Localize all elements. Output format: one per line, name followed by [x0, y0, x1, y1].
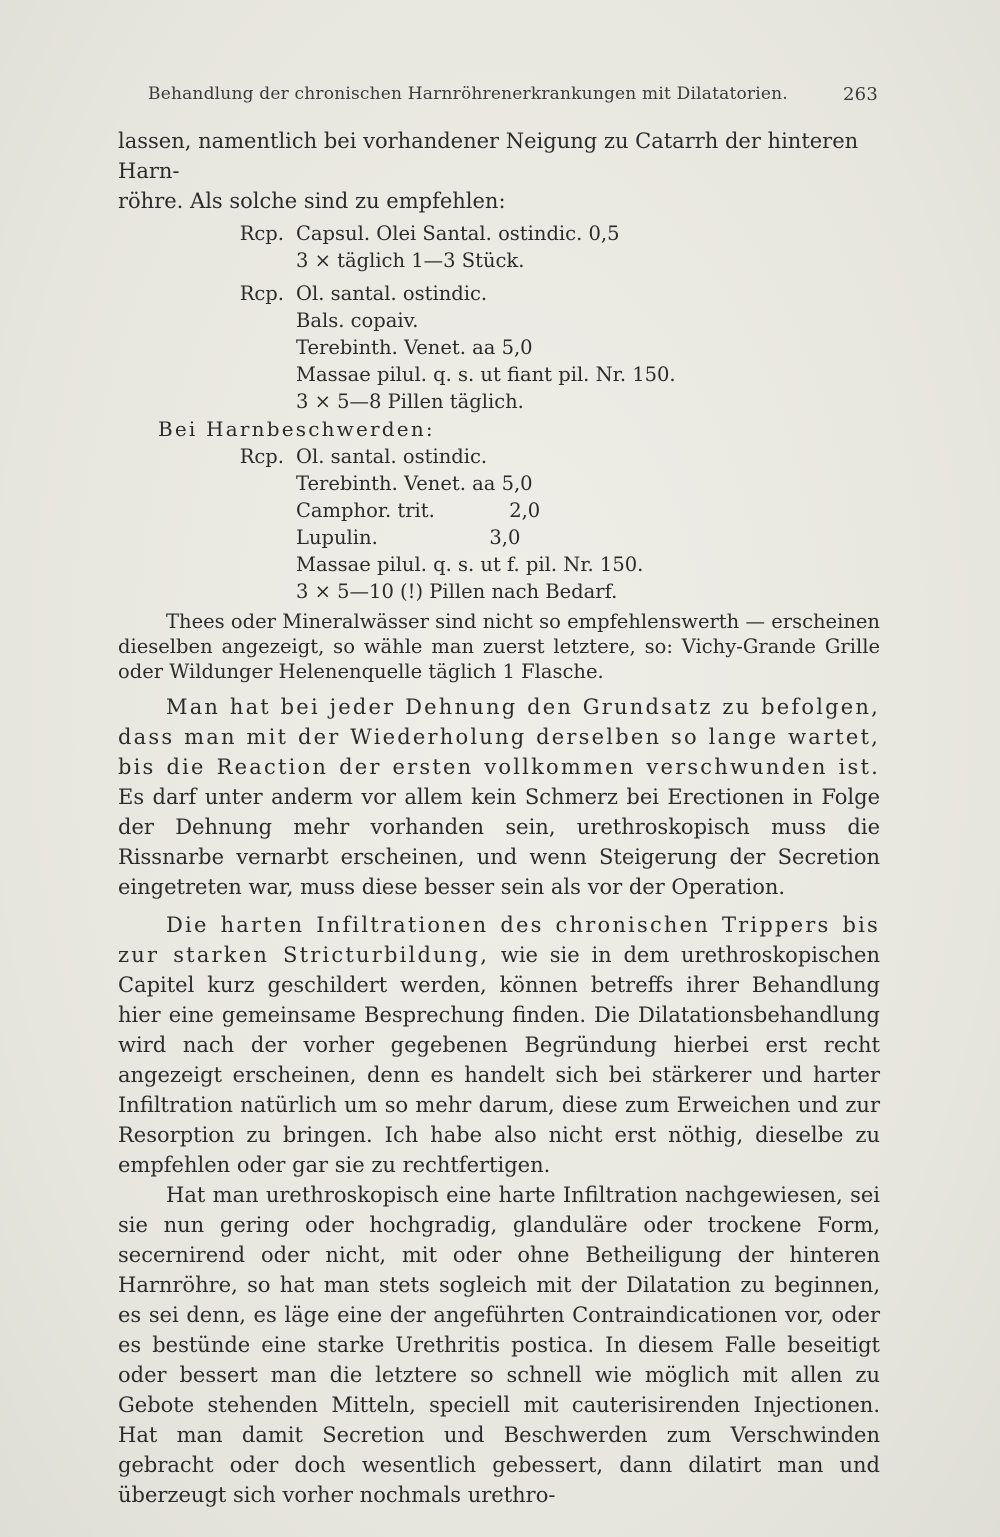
recipe-line: 3 × 5—10 (!) Pillen nach Bedarf. [296, 580, 618, 603]
recipe-line: 3 × täglich 1—3 Stück. [296, 249, 525, 272]
paragraph-grundsatz [118, 692, 880, 902]
recipe-line: Camphor. trit. 2,0 [296, 499, 541, 522]
page-body [118, 126, 880, 1510]
paragraph-urethroskopisch: Hat man urethroskopisch eine harte Infiltration nachgewiesen, sei sie nun gering oder hochgradig, glanduläre oder trockene Form, secernirend oder nicht, mit oder ohne Betheiligung der hinteren Harnröhre, so hat man stets sogleich mit der Dilatation zu beginnen, es sei denn, es läge eine der angeführten Contraindicationen vor, oder es bestünde eine starke Urethritis postica. In diesem Falle beseitigt oder bessert man die letztere so schnell wie möglich mit allen zu Gebote stehenden Mitteln, speciell mit cauterisirenden Injectionen. Hat man damit Secretion und Beschwerden zum Verschwinden gebracht oder doch wesentlich gebessert, dann dilatirt man und überzeugt sich vorher nochmals urethro- [118, 1183, 880, 1507]
section-subhead: Bei Harnbeschwerden: [158, 417, 435, 441]
running-head: Behandlung der chronischen Harnröhrenerkrankungen mit Dilatatorien. [148, 84, 788, 104]
intro-line: röhre. Als solche sind zu empfehlen: [118, 189, 506, 213]
recipe-label: Rcp. [239, 282, 284, 305]
recipe-line: 3 × 5—8 Pillen täglich. [296, 390, 524, 413]
page-number: 263 [843, 84, 878, 105]
recipe-line: Capsul. Olei Santal. ostindic. 0,5 [296, 222, 620, 245]
recipe-line: Massae pilul. q. s. ut f. pil. Nr. 150. [296, 553, 644, 576]
recipe-3 [118, 443, 880, 605]
recipe-line: Ol. santal. ostindic. [296, 282, 488, 305]
spaced-text: Man hat bei jeder Dehnung den Grundsatz zu befolgen, dass man mit der Wiederholung derselben so lange wartet, bis die Reaction der ersten vollkommen verschwunden ist. [118, 695, 880, 779]
paragraph-text: Es darf unter anderm vor allem kein Schmerz bei Erectionen in Folge der Dehnung mehr vorhanden sein, urethroskopisch muss die Rissnarbe vernarbt erscheinen, und wenn Steigerung der Secretion eingetreten war, muss diese besser sein als vor der Operation. [118, 785, 880, 899]
recipe-1 [118, 220, 880, 274]
recipe-line: Lupulin. 3,0 [296, 526, 521, 549]
spaced-text: Die harten Infiltrationen des chronischen Trippers bis zur starken Stricturbildung, [118, 913, 880, 967]
paragraph-text: wie sie in dem urethroskopischen Capitel kurz geschildert werden, können betreffs ihrer Behandlung hier eine gemeinsame Besprechung finden. Die Dilatationsbehandlung wird nach der vorher gegebenen Begründung hierbei erst recht angezeigt erscheinen, denn es handelt sich bei stärkerer und harter Infiltration natürlich um so mehr darum, diese zum Erweichen und zur Resorption zu bringen. Ich habe also nicht erst nöthig, dieselbe zu empfehlen oder gar sie zu rechtfertigen. [118, 943, 880, 1177]
recipe-line: Terebinth. Venet. aa 5,0 [296, 472, 533, 495]
recipe-label: Rcp. [239, 445, 284, 468]
paragraph-thees: Thees oder Mineralwässer sind nicht so empfehlenswerth — erscheinen dieselben angezeigt, so wähle man zuerst letztere, so: Vichy-Grande Grille oder Wildunger Helenenquelle täglich 1 Flasche. [118, 610, 880, 683]
recipe-line: Terebinth. Venet. aa 5,0 [296, 336, 533, 359]
recipe-label: Rcp. [239, 222, 284, 245]
recipe-line: Ol. santal. ostindic. [296, 445, 488, 468]
recipe-2 [118, 280, 880, 415]
recipe-line: Bals. copaiv. [296, 309, 419, 332]
paragraph-infiltrationen [118, 910, 880, 1180]
intro-line: lassen, namentlich bei vorhandener Neigung zu Catarrh der hinteren Harn- [118, 129, 859, 183]
recipe-line: Massae pilul. q. s. ut fiant pil. Nr. 150. [296, 363, 676, 386]
